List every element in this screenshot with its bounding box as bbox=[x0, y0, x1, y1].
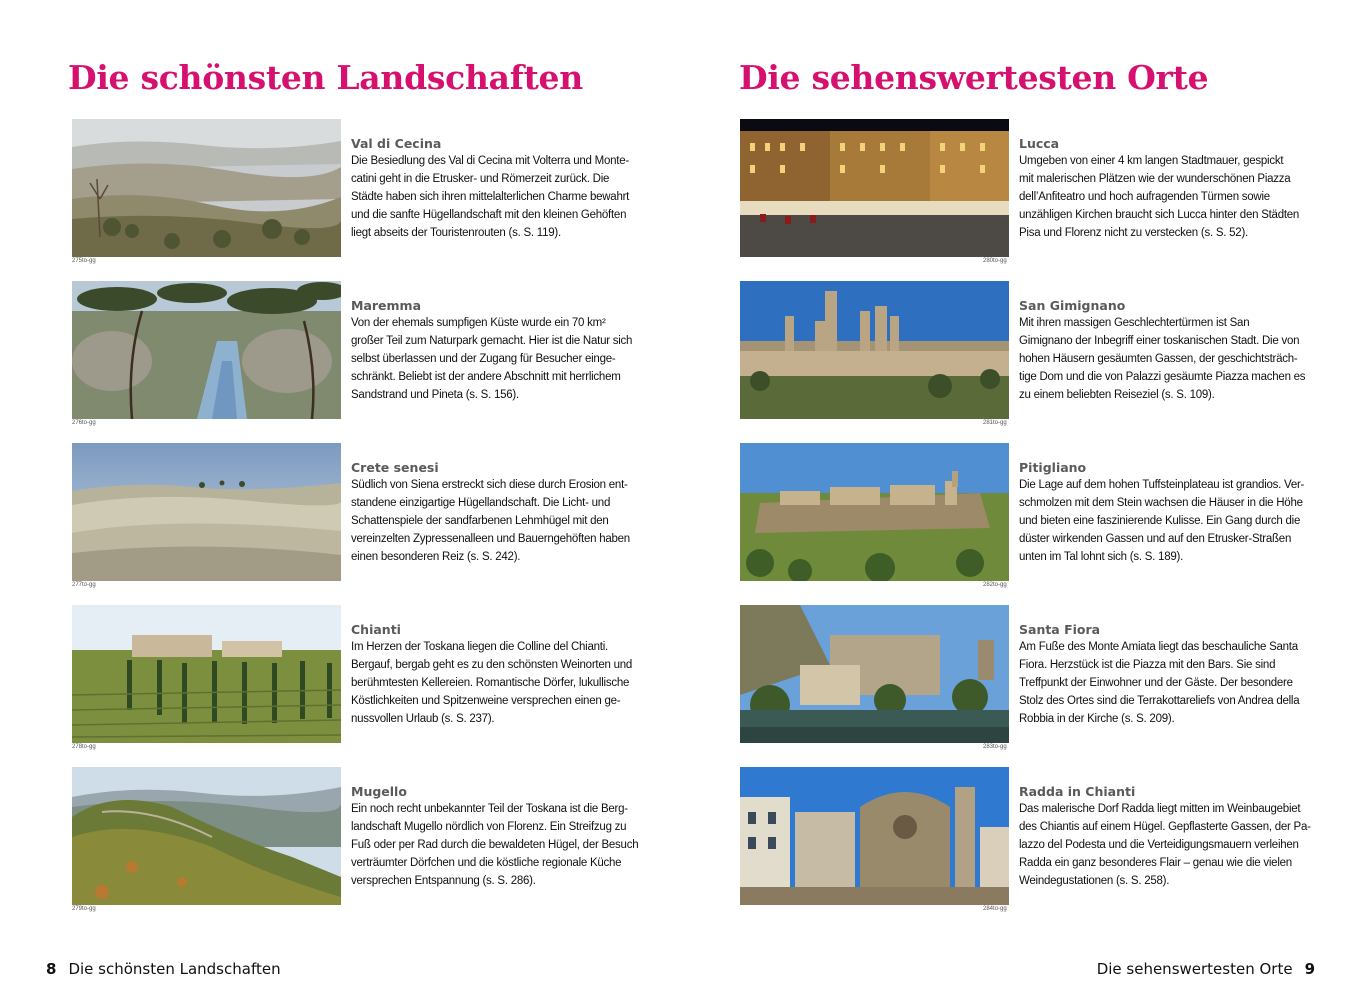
entry-line: liegt abseits der Touristenrouten (s. S. 119). bbox=[351, 227, 561, 239]
photo-code: 278to-gg bbox=[72, 744, 96, 750]
entry-line: landschaft Mugello nördlich von Florenz. Ein Streifzug zu bbox=[351, 821, 627, 833]
page-footer bbox=[1097, 960, 1315, 978]
photo-code: 276to-gg bbox=[72, 420, 96, 426]
entry-line: Weindegustationen (s. S. 258). bbox=[1019, 875, 1170, 887]
entry-name: Val di Cecina bbox=[351, 136, 442, 151]
page-title: Die schönsten Landschaften bbox=[68, 58, 583, 97]
page-number: 9 bbox=[1304, 960, 1315, 978]
entry-line: mit malerischen Plätzen wie der wunderschönen Piazza bbox=[1019, 173, 1291, 185]
entry-line: unzähligen Kirchen braucht sich Lucca hinter den Städten bbox=[1019, 209, 1300, 221]
entry-line: hohen Häusern gesäumten Gassen, der geschichtsträch- bbox=[1019, 353, 1298, 365]
entry-text bbox=[1019, 783, 1311, 890]
entry-line: verträumter Dörfchen und die köstliche regionale Küche bbox=[351, 857, 622, 869]
entry-line: großer Teil zum Naturpark gemacht. Hier ist die Natur sich bbox=[351, 335, 633, 347]
entry-val-di-cecina bbox=[72, 119, 672, 269]
entry-line: Stolz des Ortes sind die Terrakottareliefs von Andrea della bbox=[1019, 695, 1300, 707]
entry-line: vereinzelten Zypressenalleen und Bauerngehöften haben bbox=[351, 533, 630, 545]
entry-line: Sandstrand und Pineta (s. S. 156). bbox=[351, 389, 519, 401]
entry-line: Gimignano der Inbegriff einer toskanischen Stadt. Die von bbox=[1019, 335, 1300, 347]
entry-mugello bbox=[72, 767, 672, 917]
entry-line: Von der ehemals sumpfigen Küste wurde ein 70 km² bbox=[351, 317, 606, 329]
photo-mugello bbox=[72, 767, 341, 905]
entry-line: Fuß oder per Rad durch die bewaldeten Hügel, der Besuch bbox=[351, 839, 639, 851]
entry-name: Radda in Chianti bbox=[1019, 784, 1136, 799]
running-footer-text: Die sehenswertesten Orte bbox=[1096, 960, 1293, 978]
entry-line: Südlich von Siena erstreckt sich diese durch Erosion ent- bbox=[351, 479, 628, 491]
entry-line: Die Besiedlung des Val di Cecina mit Volterra und Monte- bbox=[351, 155, 629, 167]
entry-name: San Gimignano bbox=[1019, 298, 1126, 313]
entry-line: einen besonderen Reiz (s. S. 242). bbox=[351, 551, 521, 563]
entry-line: dell’Anfiteatro und hoch aufragenden Türmen sowie bbox=[1019, 191, 1270, 203]
photo-pitigliano bbox=[740, 443, 1009, 581]
photo-san-gimignano bbox=[740, 281, 1009, 419]
photo-santa-fiora bbox=[740, 605, 1009, 743]
photo-chianti bbox=[72, 605, 341, 743]
entry-line: und die sanfte Hügellandschaft mit den kleinen Gehöften bbox=[351, 209, 627, 221]
entry-line: Radda ein ganz besonderes Flair – genau wie die vielen bbox=[1019, 857, 1292, 869]
entry-lucca bbox=[740, 119, 1340, 269]
photo-code: 281to-gg bbox=[983, 420, 1007, 426]
entry-text bbox=[351, 783, 639, 890]
entry-line: Das malerische Dorf Radda liegt mitten im Weinbaugebiet bbox=[1019, 803, 1301, 815]
running-footer-text: Die schönsten Landschaften bbox=[68, 960, 281, 978]
entry-line: Im Herzen der Toskana liegen die Colline del Chianti. bbox=[351, 641, 608, 653]
photo-maremma bbox=[72, 281, 341, 419]
entry-line: düster wirkenden Gassen und auf den Etrusker-Straßen bbox=[1019, 533, 1292, 545]
entry-text bbox=[351, 297, 633, 404]
entry-line: und bieten eine faszinierende Kulisse. Ein Gang durch die bbox=[1019, 515, 1301, 527]
photo-code: 279to-gg bbox=[72, 906, 96, 912]
entry-name: Chianti bbox=[351, 622, 401, 637]
entry-line: Pisa und Florenz nicht zu verstecken (s. S. 52). bbox=[1019, 227, 1248, 239]
photo-code: 277to-gg bbox=[72, 582, 96, 588]
entry-text bbox=[351, 621, 633, 728]
entry-line: lazzo del Podesta und die Verteidigungsmauern verleihen bbox=[1019, 839, 1299, 851]
entry-santa-fiora bbox=[740, 605, 1340, 755]
entry-line: Fiora. Herzstück ist die Piazza mit den Bars. Sie sind bbox=[1019, 659, 1276, 671]
entry-text bbox=[1019, 621, 1300, 728]
entry-line: Die Lage auf dem hohen Tuffsteinplateau ist grandios. Ver- bbox=[1019, 479, 1305, 491]
entry-san-gimignano bbox=[740, 281, 1340, 431]
entry-line: Köstlichkeiten und Spitzenweine versprechen einen ge- bbox=[351, 695, 621, 707]
entry-line: schränkt. Beliebt ist der andere Abschnitt mit herrlichem bbox=[351, 371, 621, 383]
entry-name: Santa Fiora bbox=[1019, 622, 1101, 637]
photo-code: 282to-gg bbox=[983, 582, 1007, 588]
entry-line: Am Fuße des Monte Amiata liegt das beschauliche Santa bbox=[1019, 641, 1298, 653]
entry-line: nussvollen Urlaub (s. S. 237). bbox=[351, 713, 495, 725]
entry-text bbox=[1019, 459, 1305, 566]
entry-line: Schattenspiele der sandfarbenen Lehmhügel mit den bbox=[351, 515, 609, 527]
entry-line: catini geht in die Etrusker- und Römerzeit zurück. Die bbox=[351, 173, 610, 185]
entry-line: Treffpunkt der Einwohner und der Gäste. Der besondere bbox=[1019, 677, 1293, 689]
photo-lucca bbox=[740, 119, 1009, 257]
entry-line: schmolzen mit dem Stein wachsen die Häuser in die Höhe bbox=[1019, 497, 1303, 509]
photo-code: 283to-gg bbox=[983, 744, 1007, 750]
right-page bbox=[681, 0, 1362, 1000]
entry-name: Pitigliano bbox=[1019, 460, 1087, 475]
entry-line: Ein noch recht unbekannter Teil der Toskana ist die Berg- bbox=[351, 803, 628, 815]
photo-code: 284to-gg bbox=[983, 906, 1007, 912]
entry-text bbox=[1019, 297, 1306, 404]
entry-line: unten im Tal lohnt sich (s. S. 189). bbox=[1019, 551, 1184, 563]
entry-line: Mit ihren massigen Geschlechtertürmen ist San bbox=[1019, 317, 1250, 329]
entry-line: Städte haben sich ihren mittelalterlichen Charme bewahrt bbox=[351, 191, 630, 203]
entry-text bbox=[1019, 135, 1300, 242]
entry-pitigliano bbox=[740, 443, 1340, 593]
photo-val-di-cecina bbox=[72, 119, 341, 257]
entry-name: Maremma bbox=[351, 298, 422, 313]
entry-line: zu einem beliebten Reiseziel (s. S. 109). bbox=[1019, 389, 1215, 401]
entry-name: Mugello bbox=[351, 784, 407, 799]
photo-radda-in-chianti bbox=[740, 767, 1009, 905]
photo-code: 280to-gg bbox=[983, 258, 1007, 264]
entry-line: Umgeben von einer 4 km langen Stadtmauer, gespickt bbox=[1019, 155, 1284, 167]
entry-line: tige Dom und die von Palazzi gesäumte Piazza machen es bbox=[1019, 371, 1306, 383]
entry-radda-in-chianti bbox=[740, 767, 1340, 917]
entry-line: berühmtesten Kellereien. Romantische Dörfer, lukullische bbox=[351, 677, 630, 689]
entry-line: Bergauf, bergab geht es zu den schönsten Weinorten und bbox=[351, 659, 633, 671]
entry-name: Crete senesi bbox=[351, 460, 439, 475]
entry-text bbox=[351, 459, 630, 566]
entry-name: Lucca bbox=[1019, 136, 1060, 151]
page-number: 8 bbox=[46, 960, 57, 978]
entry-text bbox=[351, 135, 630, 242]
page-footer bbox=[46, 960, 281, 978]
photo-code: 275to-gg bbox=[72, 258, 96, 264]
entry-line: Robbia in der Kirche (s. S. 209). bbox=[1019, 713, 1175, 725]
entry-maremma bbox=[72, 281, 672, 431]
entry-crete-senesi bbox=[72, 443, 672, 593]
entry-line: versprechen Entspannung (s. S. 286). bbox=[351, 875, 536, 887]
page-title: Die sehenswertesten Orte bbox=[739, 58, 1209, 97]
entry-chianti bbox=[72, 605, 672, 755]
entry-line: des Chiantis auf einem Hügel. Gepflasterte Gassen, der Pa- bbox=[1019, 821, 1311, 833]
entry-line: selbst überlassen und der Zugang für Besucher einge- bbox=[351, 353, 616, 365]
entry-line: standene einzigartige Hügellandschaft. Die Licht- und bbox=[351, 497, 611, 509]
photo-crete-senesi bbox=[72, 443, 341, 581]
